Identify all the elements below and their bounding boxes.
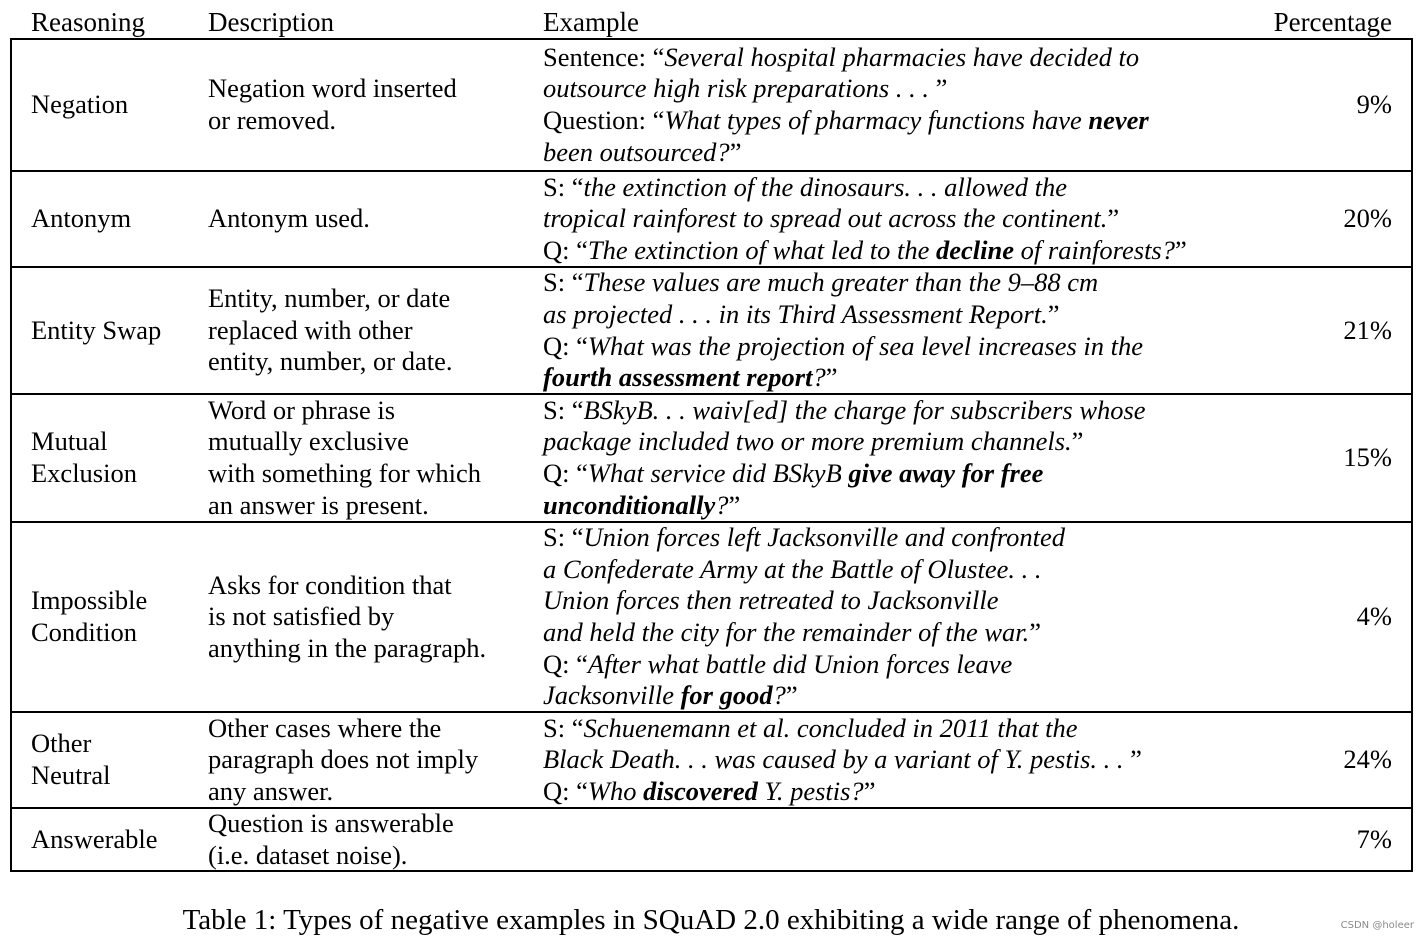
description-line: paragraph does not imply xyxy=(208,744,479,775)
reasoning-line: Exclusion xyxy=(31,458,137,488)
example-emphasis: discovered xyxy=(643,775,758,806)
example-text: What service did BSkyB xyxy=(587,458,849,488)
example-text: Union forces then retreated to Jacksonville xyxy=(543,585,999,616)
reasoning-line: Antonym xyxy=(31,203,132,234)
example-cell xyxy=(543,809,1263,870)
example-line xyxy=(543,395,1263,427)
example-line xyxy=(543,331,1263,363)
example-emphasis: unconditionally xyxy=(543,489,716,520)
example-line xyxy=(543,776,1263,808)
example-text: ” xyxy=(1071,426,1084,457)
reasoning-line: Mutual xyxy=(31,426,108,457)
description-line: replaced with other xyxy=(208,314,413,345)
reasoning-cell xyxy=(31,268,207,393)
description-cell xyxy=(208,40,538,170)
example-text: ” xyxy=(785,680,798,711)
header-description: Description xyxy=(208,7,334,37)
example-text: What was the projection of sea level increases in the xyxy=(587,330,1144,361)
example-text: Black Death. . . was caused by a variant of Y. pestis. . . xyxy=(543,744,1124,775)
example-text: S: “ xyxy=(543,394,584,425)
example-text: The extinction of what led to the xyxy=(587,234,937,265)
example-line xyxy=(543,73,1263,105)
example-text: ” xyxy=(728,489,741,520)
example-line xyxy=(543,105,1263,137)
percentage-cell: 7% xyxy=(1356,823,1392,854)
example-text: ” xyxy=(863,775,876,806)
reasoning-line: Answerable xyxy=(31,823,158,854)
description-line: anything in the paragraph. xyxy=(208,632,487,663)
table-row xyxy=(12,266,1411,393)
example-cell xyxy=(543,40,1263,170)
example-line xyxy=(543,744,1263,776)
example-text: Q: “ xyxy=(543,648,588,679)
example-text: S: “ xyxy=(543,267,584,298)
example-text: a Confederate Army at the Battle of Olustee. . . xyxy=(543,553,1042,584)
example-text: Several hospital pharmacies have decided to xyxy=(664,41,1140,72)
example-cell xyxy=(543,523,1263,711)
reasoning-line: Negation xyxy=(31,89,129,120)
description-line: Antonym used. xyxy=(208,203,370,234)
example-line xyxy=(543,172,1263,204)
example-text: ” xyxy=(928,73,948,104)
example-emphasis: fourth assessment report xyxy=(543,362,813,393)
description-cell xyxy=(208,268,538,393)
example-text: been outsourced? xyxy=(543,136,730,167)
example-text: ” xyxy=(1107,203,1120,234)
example-line xyxy=(543,649,1263,681)
header-example: Example xyxy=(543,7,639,37)
description-line: Asks for condition that xyxy=(208,569,452,600)
example-line xyxy=(543,362,1263,394)
example-text: Jacksonville xyxy=(543,680,681,711)
table-row xyxy=(12,807,1411,870)
description-cell xyxy=(208,172,538,266)
percentage-cell: 9% xyxy=(1356,89,1392,120)
example-text: ? xyxy=(772,680,786,711)
example-cell xyxy=(543,395,1263,521)
negative-examples-table xyxy=(10,0,1413,872)
example-text: BSkyB. . . waiv[ed] the charge for subscribers whose xyxy=(583,394,1146,425)
example-text: S: “ xyxy=(543,522,584,553)
example-line xyxy=(543,267,1263,299)
example-text: ” xyxy=(825,362,838,393)
percentage-cell: 21% xyxy=(1343,314,1392,345)
description-cell xyxy=(208,713,538,807)
example-line xyxy=(543,585,1263,617)
example-text: ” xyxy=(1029,617,1042,647)
reasoning-cell xyxy=(31,523,207,711)
example-text: ? xyxy=(715,489,729,520)
percentage-cell: 4% xyxy=(1356,601,1392,632)
percentage-cell: 20% xyxy=(1343,203,1392,234)
example-text: S: “ xyxy=(543,712,584,743)
example-emphasis: give away for free xyxy=(848,458,1044,488)
description-cell xyxy=(208,395,538,521)
watermark: CSDN @holeer xyxy=(1340,920,1414,931)
example-line xyxy=(543,617,1263,649)
table-caption: Table 1: Types of negative examples in SQuAD 2.0 exhibiting a wide range of phenomena. xyxy=(182,904,1240,936)
example-cell xyxy=(543,268,1263,393)
reasoning-line: Entity Swap xyxy=(31,314,162,345)
table-row xyxy=(12,393,1411,521)
description-line: Question is answerable xyxy=(208,807,454,838)
example-emphasis: never xyxy=(1088,105,1149,135)
table-row xyxy=(12,521,1411,711)
description-line: Word or phrase is xyxy=(208,394,396,425)
description-line: (i.e. dataset noise). xyxy=(208,839,408,870)
example-line xyxy=(543,203,1263,235)
reasoning-cell xyxy=(31,40,207,170)
example-text: What types of pharmacy functions have xyxy=(664,105,1089,135)
reasoning-cell xyxy=(31,809,207,870)
table-body xyxy=(10,40,1413,872)
description-line: entity, number, or date. xyxy=(208,346,453,377)
example-text: Q: “ xyxy=(543,458,588,488)
header-reasoning: Reasoning xyxy=(31,7,145,37)
example-text: of rainforests? xyxy=(1014,234,1175,265)
description-line: Entity, number, or date xyxy=(208,283,451,314)
example-text: outsource high risk preparations . . . xyxy=(543,73,929,104)
table-row xyxy=(12,711,1411,807)
percentage-cell: 24% xyxy=(1343,744,1392,775)
header-percentage: Percentage xyxy=(1273,7,1392,37)
example-text: ” xyxy=(1047,298,1060,329)
example-text: tropical rainforest to spread out across the continent. xyxy=(543,203,1108,234)
description-line: any answer. xyxy=(208,775,334,806)
description-cell xyxy=(208,809,538,870)
example-line xyxy=(543,137,1263,169)
example-line xyxy=(543,554,1263,586)
example-line xyxy=(543,490,1263,522)
example-text: Sentence: “ xyxy=(543,41,665,72)
example-line xyxy=(543,713,1263,745)
description-line: Negation word inserted xyxy=(208,73,457,104)
description-line: Other cases where the xyxy=(208,712,442,743)
reasoning-cell xyxy=(31,713,207,807)
reasoning-line: Impossible xyxy=(31,585,148,616)
example-cell xyxy=(543,172,1263,266)
example-cell xyxy=(543,713,1263,807)
example-text: After what battle did Union forces leave xyxy=(587,648,1013,679)
reasoning-line: Condition xyxy=(31,617,138,647)
example-text: Question: “ xyxy=(543,105,665,135)
description-line: an answer is present. xyxy=(208,489,429,520)
description-cell xyxy=(208,523,538,711)
example-text: ? xyxy=(812,362,826,393)
reasoning-cell xyxy=(31,395,207,521)
example-text: ” xyxy=(729,136,742,167)
reasoning-line: Neutral xyxy=(31,760,111,790)
example-text: Who xyxy=(587,775,644,806)
example-emphasis: decline xyxy=(936,234,1015,265)
example-text: These values are much greater than the 9–88 cm xyxy=(583,267,1099,298)
example-text: Q: “ xyxy=(543,234,588,265)
example-text: Union forces left Jacksonville and confronted xyxy=(583,522,1066,553)
reasoning-line: Other xyxy=(31,728,92,759)
example-text: Q: “ xyxy=(543,775,588,806)
example-line xyxy=(543,42,1263,74)
table-header-row xyxy=(10,0,1413,40)
table-row xyxy=(12,170,1411,266)
example-line xyxy=(543,426,1263,458)
example-line xyxy=(543,235,1263,267)
example-text: S: “ xyxy=(543,171,584,202)
example-text: the extinction of the dinosaurs. . . allowed the xyxy=(583,171,1068,202)
example-emphasis: for good xyxy=(680,680,773,711)
percentage-cell: 15% xyxy=(1343,442,1392,473)
example-text: Schuenemann et al. concluded in 2011 that the xyxy=(583,712,1078,743)
example-line xyxy=(543,299,1263,331)
example-text: as projected . . . in its Third Assessment Report. xyxy=(543,298,1048,329)
example-line xyxy=(543,458,1263,490)
example-text: package included two or more premium channels. xyxy=(543,426,1072,457)
example-text: Y. pestis? xyxy=(757,775,864,806)
example-text: ” xyxy=(1175,234,1187,265)
table-row xyxy=(12,40,1411,170)
example-line xyxy=(543,522,1263,554)
example-text: and held the city for the remainder of the war. xyxy=(543,617,1030,647)
example-text: Q: “ xyxy=(543,330,588,361)
description-line: with something for which xyxy=(208,458,482,488)
description-line: mutually exclusive xyxy=(208,426,409,457)
description-line: or removed. xyxy=(208,105,337,135)
example-line xyxy=(543,680,1263,712)
reasoning-cell xyxy=(31,172,207,266)
description-line: is not satisfied by xyxy=(208,601,395,632)
example-text: ” xyxy=(1123,744,1142,775)
